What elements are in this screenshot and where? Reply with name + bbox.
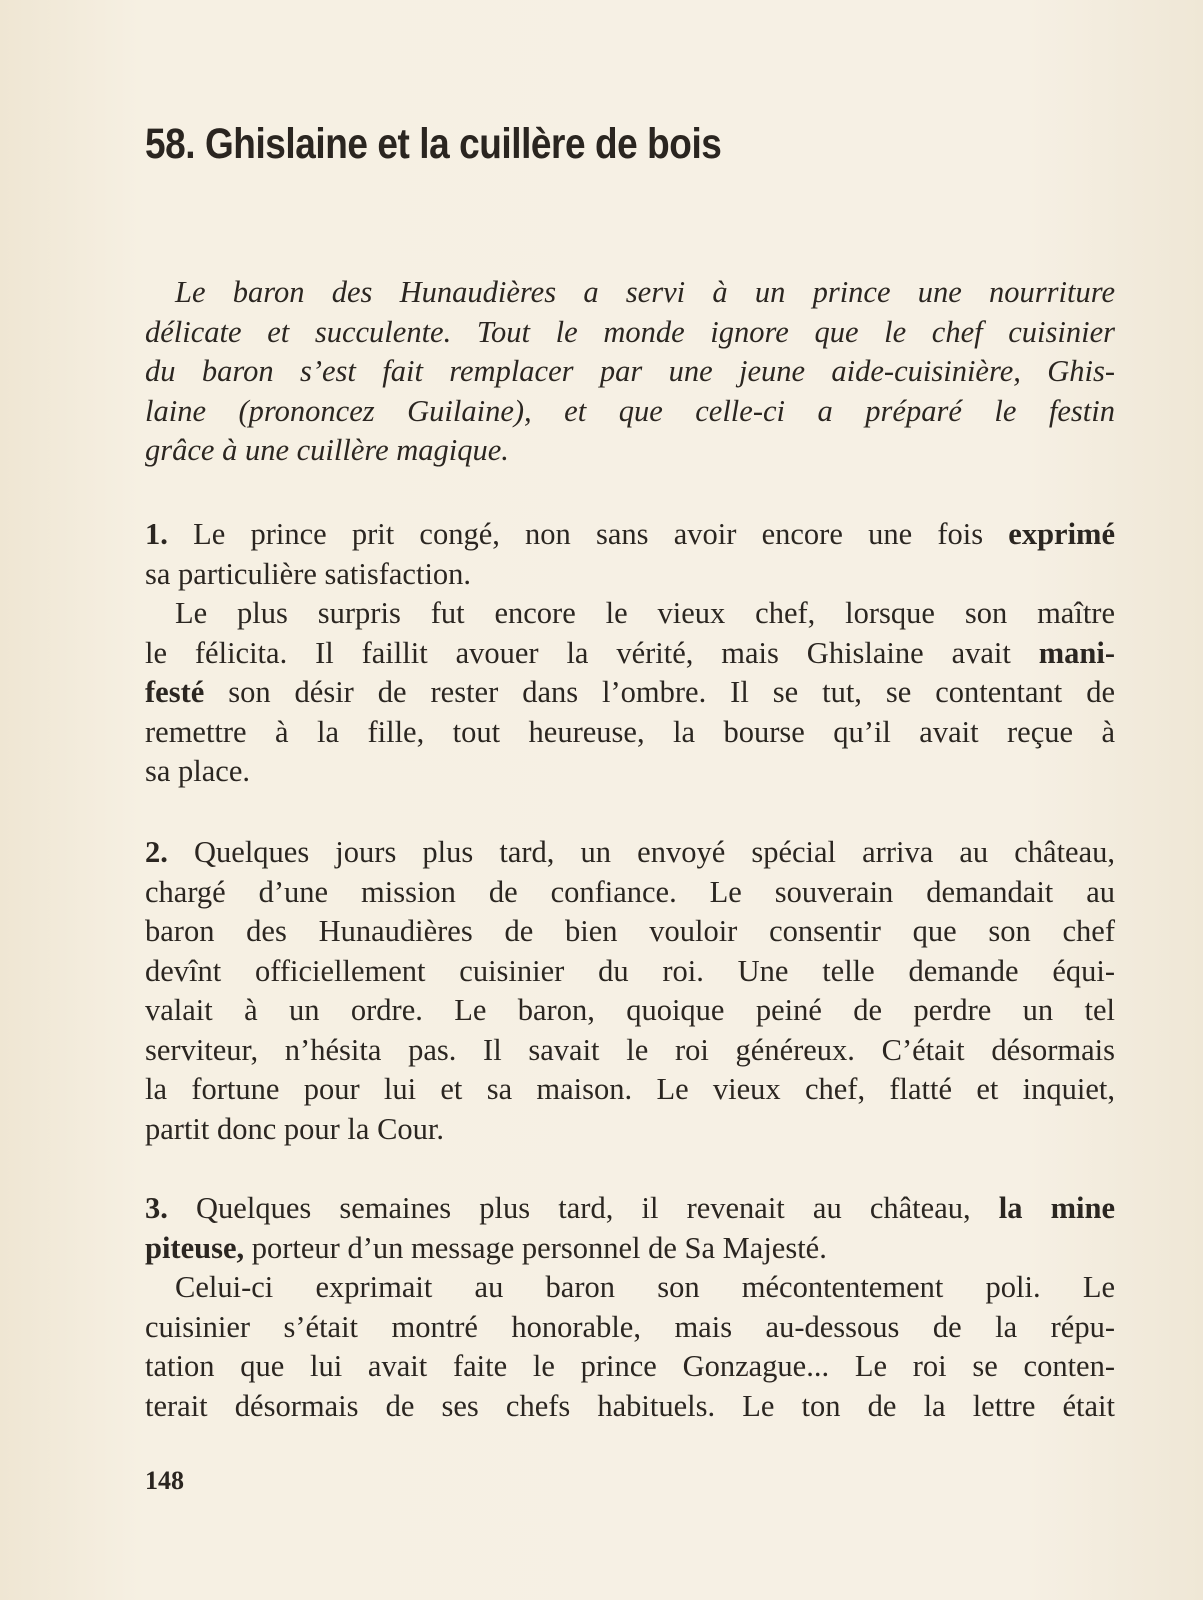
section-2-line-3: baron des Hunaudières de bien vouloir consentir que son chef xyxy=(145,914,1115,948)
text-run: Quelques semaines plus tard, il revenait au château, xyxy=(196,1191,971,1225)
section-2-line-8: partit donc pour la Cour. xyxy=(145,1111,445,1146)
section-3-line-6: terait désormais de ses chefs habituels. Le ton de la lettre était xyxy=(145,1388,1115,1423)
section-1-line-2: sa particulière satisfaction. xyxy=(145,556,472,591)
section-1-line-5 xyxy=(145,673,1115,713)
intro-line: laine (prononcez Guilaine), et que celle-ci a préparé le festin xyxy=(145,393,1115,428)
section-2-line-2: chargé d’une mission de confiance. Le souverain demandait au xyxy=(145,874,1115,909)
section-number: 2. xyxy=(145,835,168,869)
section-1-line-7: sa place. xyxy=(145,754,250,788)
section-1-line-4 xyxy=(145,634,1115,674)
section-3-line-3: Celui-ci exprimait au baron son mécontentement poli. Le xyxy=(175,1270,1115,1304)
section-3-line-4: cuisinier s’était montré honorable, mais au-dessous de la répu- xyxy=(145,1309,1115,1344)
intro-line: délicate et succulente. Tout le monde ignore que le chef cuisinier xyxy=(145,314,1115,349)
section-1-line-6: remettre à la fille, tout heureuse, la bourse qu’il avait reçue à xyxy=(145,714,1115,749)
section-number: 3. xyxy=(145,1191,168,1225)
text-run: Quelques jours plus tard, un envoyé spécial arriva au château, xyxy=(194,835,1116,869)
section-2-line-4: devînt officiellement cuisinier du roi. Une telle demande équi- xyxy=(145,953,1115,988)
emphasized-word: piteuse, xyxy=(145,1230,245,1265)
section-3 xyxy=(145,1189,1115,1426)
intro-line: grâce à une cuillère magique. xyxy=(145,433,509,467)
section-2-line-1 xyxy=(145,833,1115,873)
text-run: Le prince prit congé, non sans avoir encore une fois xyxy=(193,517,984,551)
section-1-line-1 xyxy=(145,515,1115,555)
intro-paragraph xyxy=(145,273,1115,471)
section-number: 1. xyxy=(145,517,168,551)
emphasized-word: exprimé xyxy=(1008,517,1115,551)
emphasized-word: festé xyxy=(145,675,205,709)
text-run: porteur d’un message personnel de Sa Majesté. xyxy=(251,1230,827,1265)
intro-line: du baron s’est fait remplacer par une jeune aide-cuisinière, Ghis- xyxy=(145,354,1115,388)
section-3-line-5: tation que lui avait faite le prince Gonzague... Le roi se conten- xyxy=(145,1349,1115,1383)
section-3-line-2 xyxy=(145,1229,1115,1269)
text-run: son désir de rester dans l’ombre. Il se tut, se contentant de xyxy=(228,675,1116,709)
page-number: 148 xyxy=(145,1466,184,1495)
section-3-line-1 xyxy=(145,1189,1115,1229)
chapter-title: 58. Ghislaine et la cuillère de bois xyxy=(145,120,722,168)
section-2 xyxy=(145,833,1115,1149)
section-1 xyxy=(145,515,1115,792)
section-2-line-7: la fortune pour lui et sa maison. Le vieux chef, flatté et inquiet, xyxy=(145,1072,1115,1106)
emphasized-word: la mine xyxy=(998,1191,1116,1225)
emphasized-word: mani- xyxy=(1038,635,1116,670)
section-1-line-3: Le plus surpris fut encore le vieux chef, lorsque son maître xyxy=(175,596,1115,630)
section-2-line-6: serviteur, n’hésita pas. Il savait le roi généreux. C’était désormais xyxy=(145,1032,1115,1067)
section-2-line-5: valait à un ordre. Le baron, quoique peiné de perdre un tel xyxy=(145,993,1115,1027)
text-run: le félicita. Il faillit avouer la vérité, mais Ghislaine avait xyxy=(145,635,1011,670)
intro-line: Le baron des Hunaudières a servi à un prince une nourriture xyxy=(175,275,1115,309)
